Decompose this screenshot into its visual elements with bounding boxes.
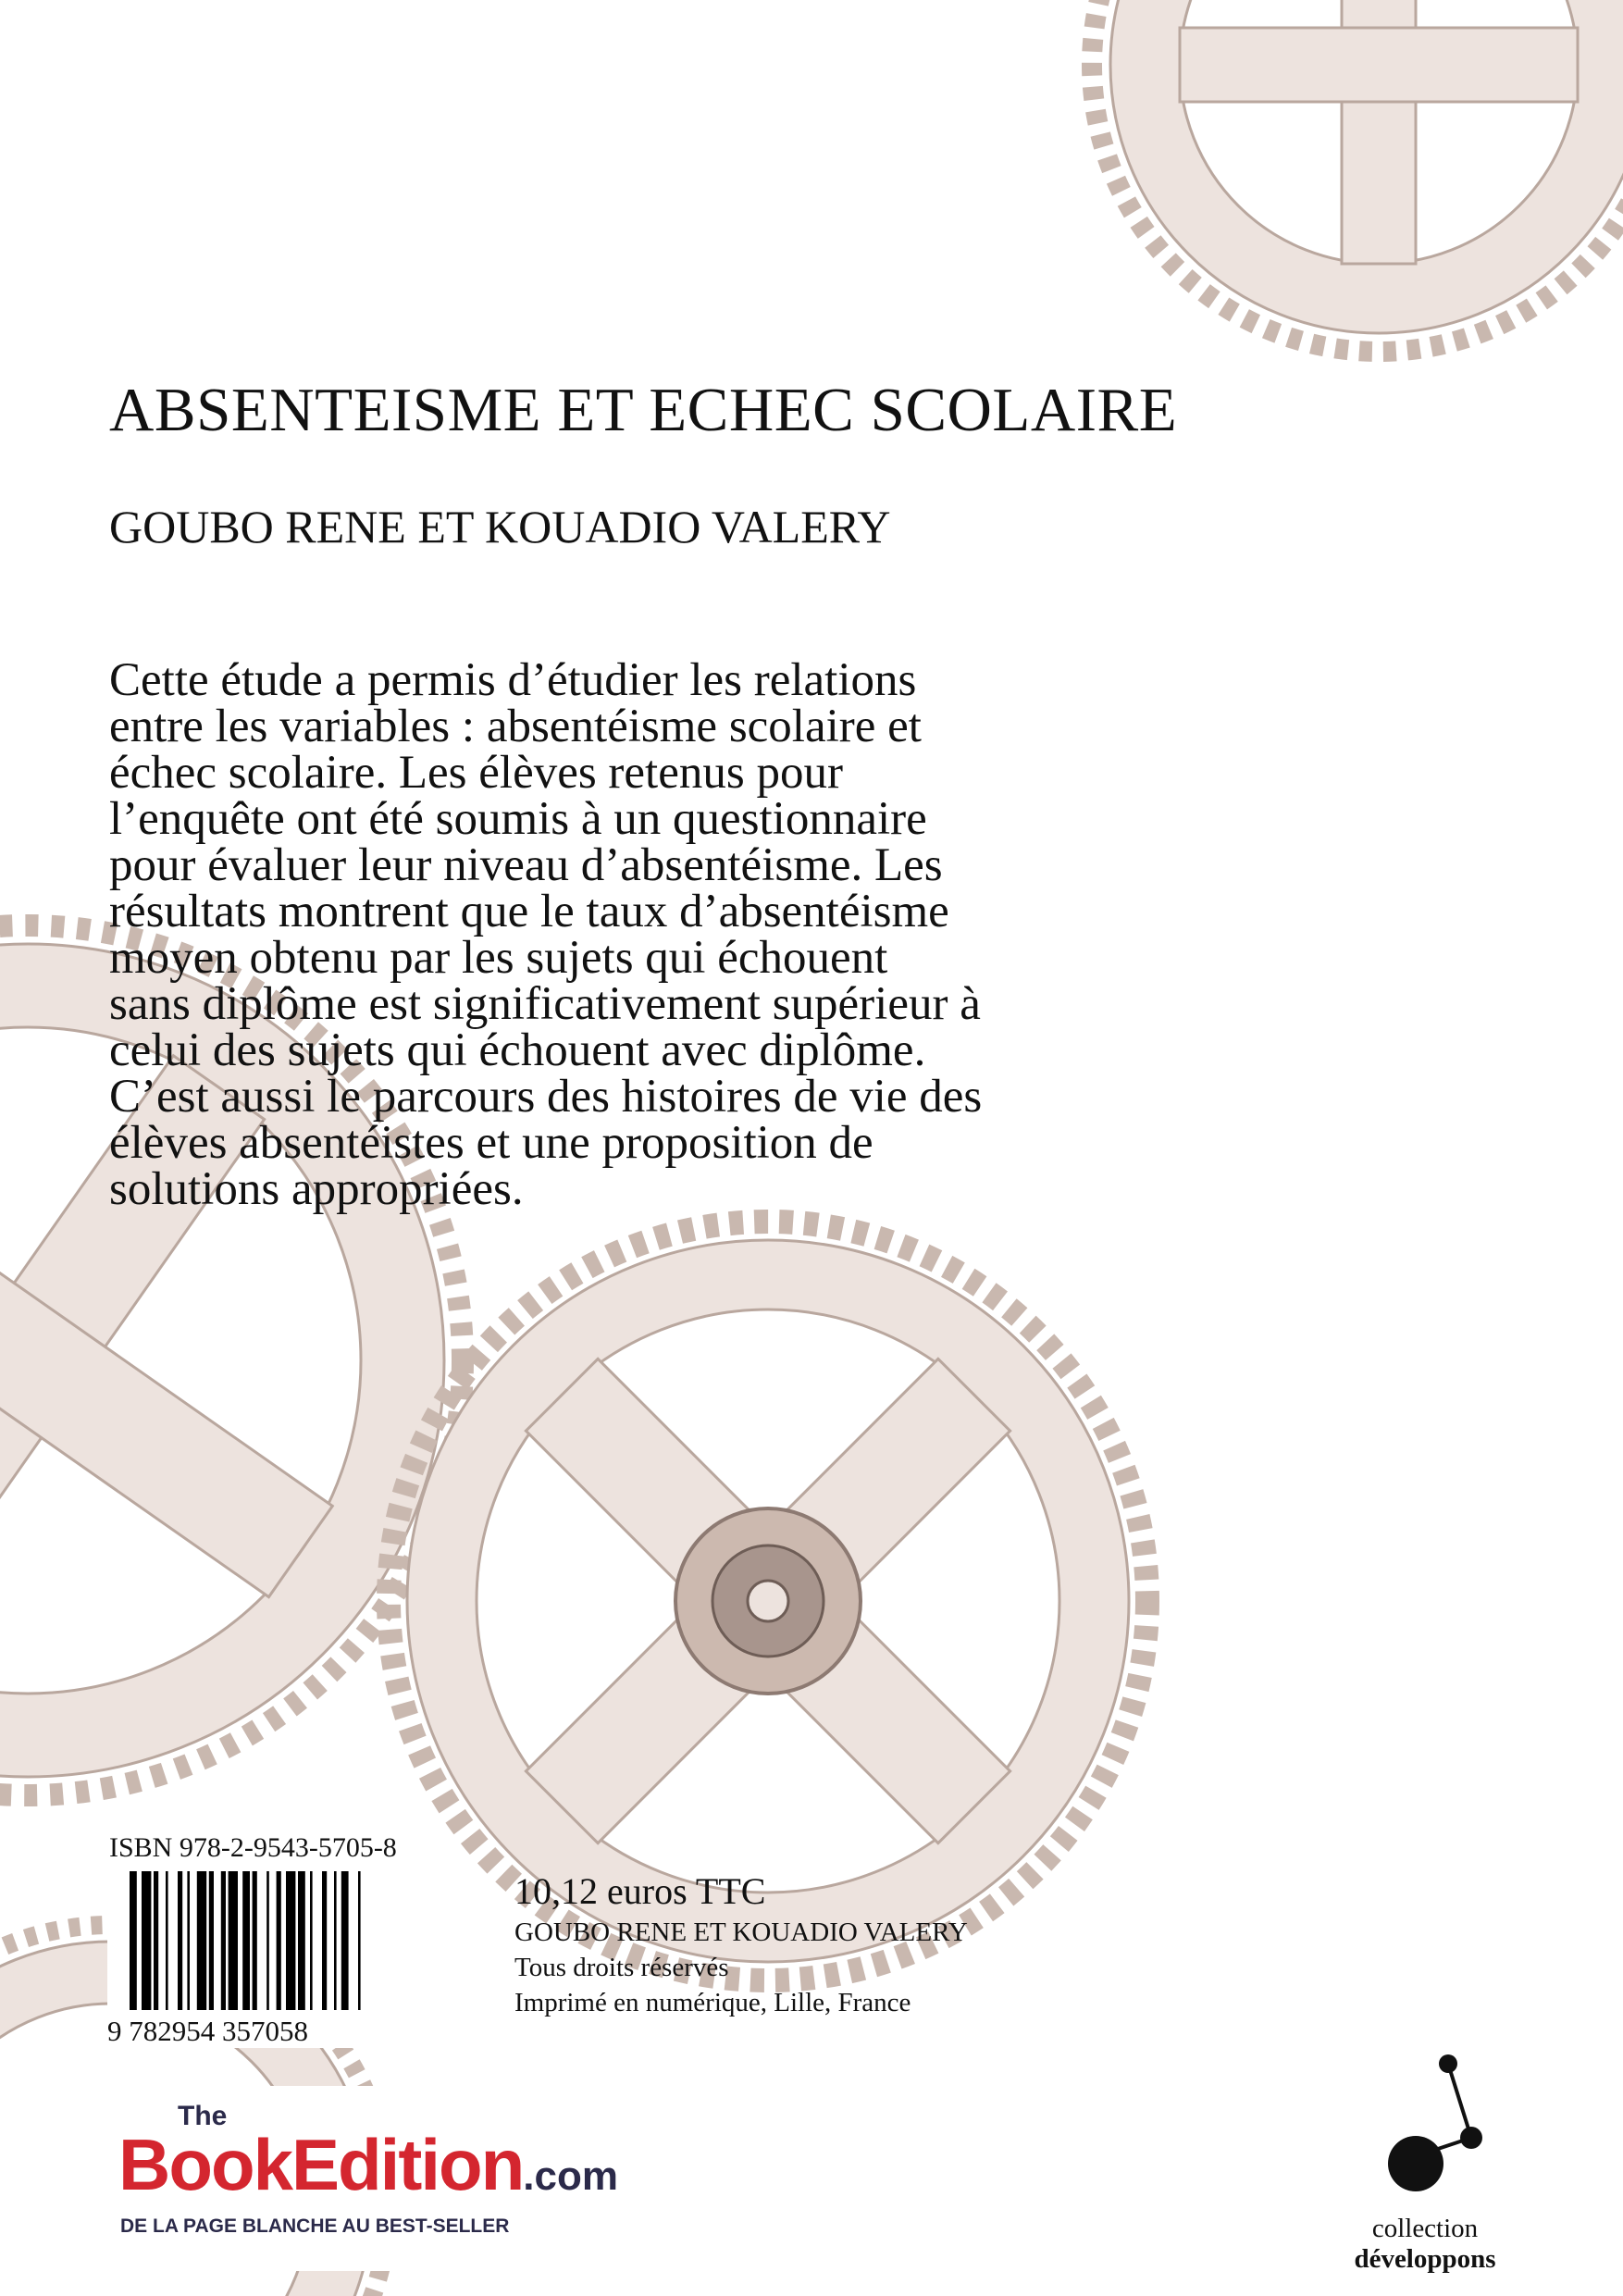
barcode-bar xyxy=(209,1871,214,2010)
book-title: ABSENTEISME ET ECHEC SCOLAIRE xyxy=(109,376,1178,444)
barcode-bar xyxy=(142,1871,151,2010)
abstract-line: pour évaluer leur niveau d’absentéisme. Les xyxy=(109,839,943,891)
rights-notice: Tous droits réservés xyxy=(514,1953,729,1982)
collection-label: collection xyxy=(1371,2214,1479,2243)
barcode-bar xyxy=(298,1871,305,2010)
barcode-bar xyxy=(253,1871,257,2010)
barcode-bar xyxy=(229,1871,238,2010)
barcode-bar xyxy=(178,1871,182,2010)
back-cover-abstract xyxy=(109,654,1247,1215)
logo-brand xyxy=(118,2123,618,2218)
barcode-bar xyxy=(242,1871,250,2010)
abstract-line: résultats montrent que le taux d’absentéisme xyxy=(109,886,949,937)
barcode-bar xyxy=(341,1871,349,2010)
abstract-line: l’enquête ont été soumis à un questionnaire xyxy=(109,793,927,845)
price: 10,12 euros TTC xyxy=(514,1870,766,1912)
barcode-bar xyxy=(197,1871,206,2010)
barcode-bars xyxy=(107,1871,450,2019)
abstract-line: Cette étude a permis d’étudier les relations xyxy=(109,654,917,706)
barcode-bar xyxy=(266,1871,269,2010)
abstract-line: solutions appropriées. xyxy=(109,1163,524,1215)
barcode-bar xyxy=(310,1871,313,2010)
barcode-bar xyxy=(286,1871,295,2010)
gear-center xyxy=(356,1189,1181,2014)
gear-top-right xyxy=(1092,0,1623,352)
barcode-bar xyxy=(221,1871,226,2010)
barcode-bar xyxy=(166,1871,168,2010)
barcode-digits: 9 782954 357058 xyxy=(107,2015,450,2048)
barcode-bar xyxy=(358,1871,361,2010)
barcode-bar xyxy=(334,1871,337,2010)
logo-the: The xyxy=(178,2101,228,2131)
abstract-line: élèves absentéistes et une proposition de xyxy=(109,1117,873,1169)
abstract-line: sans diplôme est significativement supérieur à xyxy=(109,978,981,1030)
book-authors: GOUBO RENE ET KOUADIO VALERY xyxy=(109,501,891,552)
abstract-line: celui des sujets qui échouent avec diplôme. xyxy=(109,1024,926,1076)
barcode-bar xyxy=(187,1871,190,2010)
barcode-bar xyxy=(130,1871,137,2010)
print-location: Imprimé en numérique, Lille, France xyxy=(514,1988,911,2017)
collection-molecule-icon xyxy=(1369,2045,1508,2212)
copyright-holder: GOUBO RENE ET KOUADIO VALERY xyxy=(514,1917,968,1947)
abstract-line: moyen obtenu par les sujets qui échouent xyxy=(109,932,888,984)
barcode-bar xyxy=(322,1871,327,2010)
abstract-line: échec scolaire. Les élèves retenus pour xyxy=(109,747,843,799)
publisher-tagline: DE LA PAGE BLANCHE AU BEST-SELLER xyxy=(120,2215,510,2237)
barcode xyxy=(107,1871,450,2047)
abstract-line: C’est aussi le parcours des histoires de vie des xyxy=(109,1071,983,1123)
abstract-line: entre les variables : absentéisme scolaire et xyxy=(109,701,922,752)
barcode-bar xyxy=(277,1871,281,2010)
logo-brand-name: BookEdition xyxy=(118,2124,524,2205)
publisher-logo xyxy=(109,2086,650,2271)
barcode-bar xyxy=(154,1871,158,2010)
isbn-label: ISBN 978-2-9543-5705-8 xyxy=(109,1832,397,1863)
collection-name: développons xyxy=(1354,2244,1496,2274)
logo-domain: .com xyxy=(523,2153,618,2199)
